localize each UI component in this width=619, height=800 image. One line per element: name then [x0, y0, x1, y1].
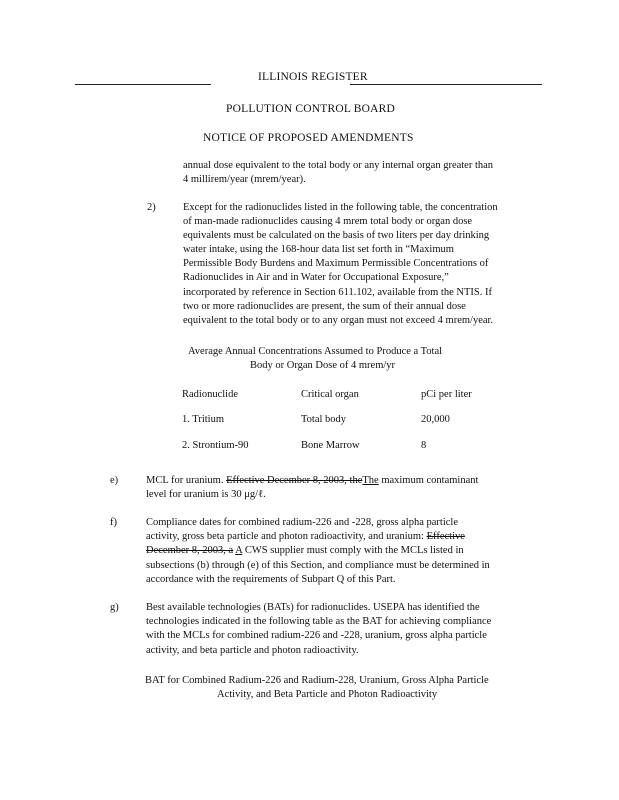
item-f-text: activity, gross beta particle and photon radioactivity, and uranium: — [146, 531, 427, 543]
header-rule-right — [350, 84, 542, 85]
item-f-inserted-text: A — [235, 545, 243, 557]
item-2-line: water intake, using the 168-hour data list set forth in “Maximum — [183, 244, 454, 256]
table-1-row-2-organ: Bone Marrow — [301, 440, 360, 451]
table-2-title-line-1: BAT for Combined Radium-226 and Radium-228, Uranium, Gross Alpha Particle — [145, 675, 489, 686]
item-2-line: of man-made radionuclides causing 4 mrem total body or organ dose — [183, 216, 473, 228]
item-g-paragraph — [146, 601, 491, 658]
item-e-inserted-text: The — [362, 475, 379, 486]
item-2-line: two or more radionuclides are present, the sum of their annual dose — [183, 300, 466, 312]
item-f-line — [146, 530, 490, 544]
item-g-marker: g) — [110, 602, 119, 613]
notice-title: NOTICE OF PROPOSED AMENDMENTS — [203, 132, 414, 144]
table-2-title-line-2: Activity, and Beta Particle and Photon Radioactivity — [217, 689, 438, 700]
table-1-row-2-value: 8 — [421, 440, 427, 451]
item-e-paragraph — [146, 474, 478, 502]
item-2-line: Permissible Body Burdens and Maximum Permissible Concentrations of — [183, 258, 489, 270]
item-2-line: Radionuclides in Air and in Water for Occupational Exposure,” — [183, 272, 449, 284]
table-1-row-1-nuclide: 1. Tritium — [182, 414, 225, 425]
item-e-text: MCL for uranium. — [146, 475, 227, 486]
item-e-line-1 — [146, 474, 478, 488]
table-1-header-radionuclide: Radionuclide — [182, 389, 238, 400]
item-f-line: subsections (b) through (e) of this Section, and compliance must be determined in — [146, 559, 490, 571]
table-1-row-1-organ: Total body — [301, 414, 347, 425]
item-2-line: equivalent to the total body or to any organ must not exceed 4 mrem/year. — [183, 314, 494, 326]
item-f-paragraph — [146, 516, 490, 587]
item-f-line: accordance with the requirements of Subpart Q of this Part. — [146, 573, 396, 585]
item-e-line-2: level for uranium is 30 μg/ℓ. — [146, 489, 266, 501]
item-f-deleted-text: Effective — [426, 531, 465, 543]
item-e-deleted-text: Effective December 8, 2003, the — [226, 475, 363, 486]
item-g-line: technologies indicated in the following table as the BAT for achieving compliance — [146, 616, 492, 628]
item-f-deleted-text: December 8, 2003, a — [146, 545, 234, 557]
item-f-marker: f) — [110, 517, 117, 528]
item-g-line: Best available technologies (BATs) for radionuclides. USEPA has identified the — [146, 602, 480, 613]
item-2-marker: 2) — [147, 202, 156, 213]
table-1-row-2-nuclide: 2. Strontium-90 — [182, 440, 249, 451]
item-g-line: with the MCLs for combined radium-226 and -228, uranium, gross alpha particle — [146, 630, 487, 642]
item-e-marker: e) — [110, 475, 119, 486]
table-1-row-1-value: 20,000 — [421, 414, 450, 425]
item-f-text: CWS supplier must comply with the MCLs listed in — [242, 545, 464, 557]
item-2-paragraph — [183, 201, 498, 328]
item-g-line: activity, and beta particle and photon radioactivity. — [146, 644, 359, 656]
header-rule-left — [75, 84, 211, 85]
item-f-line: Compliance dates for combined radium-226 and -228, gross alpha particle — [146, 517, 458, 528]
item-e-text-end: maximum contaminant — [378, 475, 479, 486]
table-1-title-line-2: Body or Organ Dose of 4 mrem/yr — [250, 360, 396, 371]
board-title: POLLUTION CONTROL BOARD — [226, 103, 396, 115]
item-2-line: incorporated by reference in Section 611.102, available from the NTIS. If — [183, 286, 492, 298]
table-1-header-pci: pCi per liter — [421, 389, 472, 400]
item-2-line: Except for the radionuclides listed in the following table, the concentration — [183, 202, 498, 213]
register-title: ILLINOIS REGISTER — [258, 71, 368, 83]
continuation-line: 4 millirem/year (mrem/year). — [183, 174, 306, 186]
table-1-header-critical-organ: Critical organ — [301, 389, 359, 400]
item-2-line: equivalents must be calculated on the basis of two liters per day drinking — [183, 230, 490, 242]
table-1-title-line-1: Average Annual Concentrations Assumed to Produce a Total — [188, 346, 443, 357]
continuation-line: annual dose equivalent to the total body or any internal organ greater than — [183, 160, 494, 171]
item-f-line — [146, 544, 490, 558]
continuation-paragraph — [183, 159, 493, 187]
